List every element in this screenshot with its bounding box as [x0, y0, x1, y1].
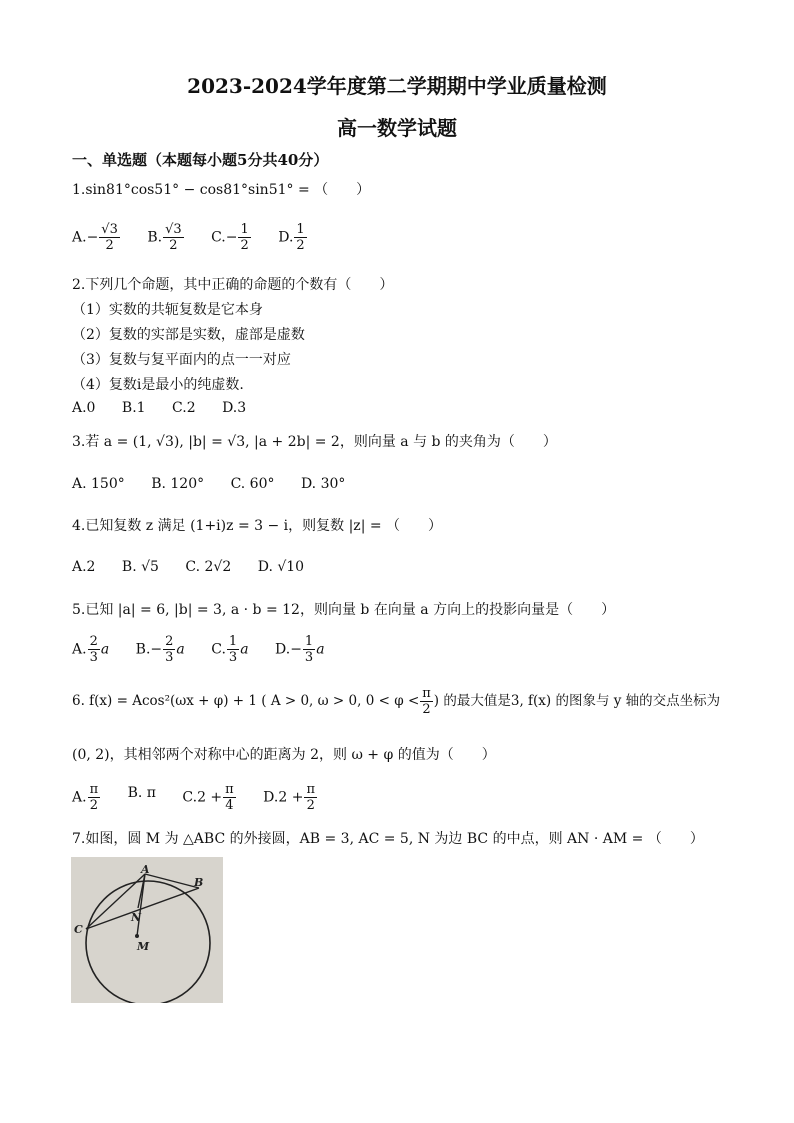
- q2-stem: 2.下列几个命题，其中正确的命题的个数有（ ）: [72, 277, 394, 293]
- q5-option-c: C. $\frac{1}{3}$ a: [211, 634, 249, 665]
- q1-option-a: A.− $\frac{√3}{2}$: [72, 222, 118, 253]
- exam-subtitle: 高一数学试题: [337, 116, 457, 140]
- q2-item: （4）复数i是最小的纯虚数.: [72, 377, 244, 393]
- q6-option-c: C.2 + $\frac{\pi}{4}$: [182, 782, 234, 813]
- point-m: [135, 934, 139, 938]
- q6-option-d: D.2 + $\frac{\pi}{2}$: [263, 782, 315, 813]
- q1-option-b: B. $\frac{√3}{2}$: [147, 222, 182, 253]
- q3-option-c: C. 60°: [230, 476, 275, 492]
- q5-options: [72, 634, 347, 665]
- q7-stem: 7.如图，圆 M 为 △ABC 的外接圆，AB = 3, AC = 5, N 为边 BC 的中点，则 AN · AM = （ ）: [72, 831, 704, 847]
- q3-option-a: A. 150°: [72, 476, 125, 492]
- section-heading: 一、单选题（本题每小题5分共40分）: [72, 151, 329, 169]
- q4-option-d: D. √10: [257, 559, 305, 575]
- q5-option-a: A. $\frac{2}{3}$ a: [72, 634, 110, 665]
- q4-option-b: B. √5: [121, 559, 159, 575]
- exam-title: 2023-2024学年度第二学期期中学业质量检测: [187, 74, 607, 98]
- q1-option-d: D. $\frac{1}{2}$: [278, 222, 305, 253]
- q3-option-d: D. 30°: [300, 476, 346, 492]
- label-m: M: [137, 940, 150, 953]
- q2-option-a: A.0: [72, 400, 96, 416]
- q6-options: [72, 782, 340, 813]
- q2-option-d: D.3: [222, 400, 247, 416]
- label-n: N: [131, 911, 142, 924]
- q2-item: （3）复数与复平面内的点一一对应: [72, 352, 291, 368]
- q5-option-b: B.− $\frac{2}{3}$ a: [135, 634, 185, 665]
- q6-stem-line1: 6. f(x) = Acos²(ωx + φ) + 1 ( A > 0, ω > 0, 0 < φ < $\frac{\pi}{2}$ ) 的最大值是3, f(x) 的图象与 y 轴的交点坐标为: [72, 686, 721, 717]
- q1-option-c: C.− $\frac{1}{2}$: [211, 222, 249, 253]
- q2-options: [72, 400, 268, 416]
- q2-item: （2）复数的实部是实数，虚部是虚数: [72, 327, 305, 343]
- q3-options: [72, 476, 367, 492]
- q2-option-b: B.1: [121, 400, 146, 416]
- label-b: B: [194, 876, 204, 889]
- q4-stem: 4.已知复数 z 满足 (1+i)z = 3 − i，则复数 |z| = （ ）: [72, 518, 443, 534]
- q2-option-c: C.2: [172, 400, 196, 416]
- q5-option-d: D.− $\frac{1}{3}$ a: [275, 634, 325, 665]
- q4-options: [72, 559, 326, 575]
- circle-diagram: [71, 857, 223, 1003]
- q1-options: [72, 222, 330, 253]
- q6-stem-line2: (0, 2)，其相邻两个对称中心的距离为 2，则 ω + φ 的值为（ ）: [72, 747, 496, 763]
- label-a: A: [141, 863, 150, 876]
- label-c: C: [74, 923, 83, 936]
- q3-stem: 3.若 a = (1, √3), |b| = √3, |a + 2b| = 2，则向量 a 与 b 的夹角为（ ）: [72, 434, 557, 450]
- q3-option-b: B. 120°: [151, 476, 205, 492]
- q1-stem: 1.sin81°cos51° − cos81°sin51° = （ ）: [72, 182, 371, 198]
- q2-item: （1）实数的共轭复数是它本身: [72, 302, 263, 318]
- q4-option-c: C. 2√2: [185, 559, 232, 575]
- q5-stem: 5.已知 |a| = 6, |b| = 3, a · b = 12，则向量 b 在向量 a 方向上的投影向量是（ ）: [72, 602, 616, 618]
- circle-figure: [71, 857, 223, 1003]
- q6-option-b: B. π: [127, 784, 156, 801]
- q4-option-a: A.2: [72, 559, 96, 575]
- q6-option-a: A. $\frac{\pi}{2}$: [72, 782, 99, 813]
